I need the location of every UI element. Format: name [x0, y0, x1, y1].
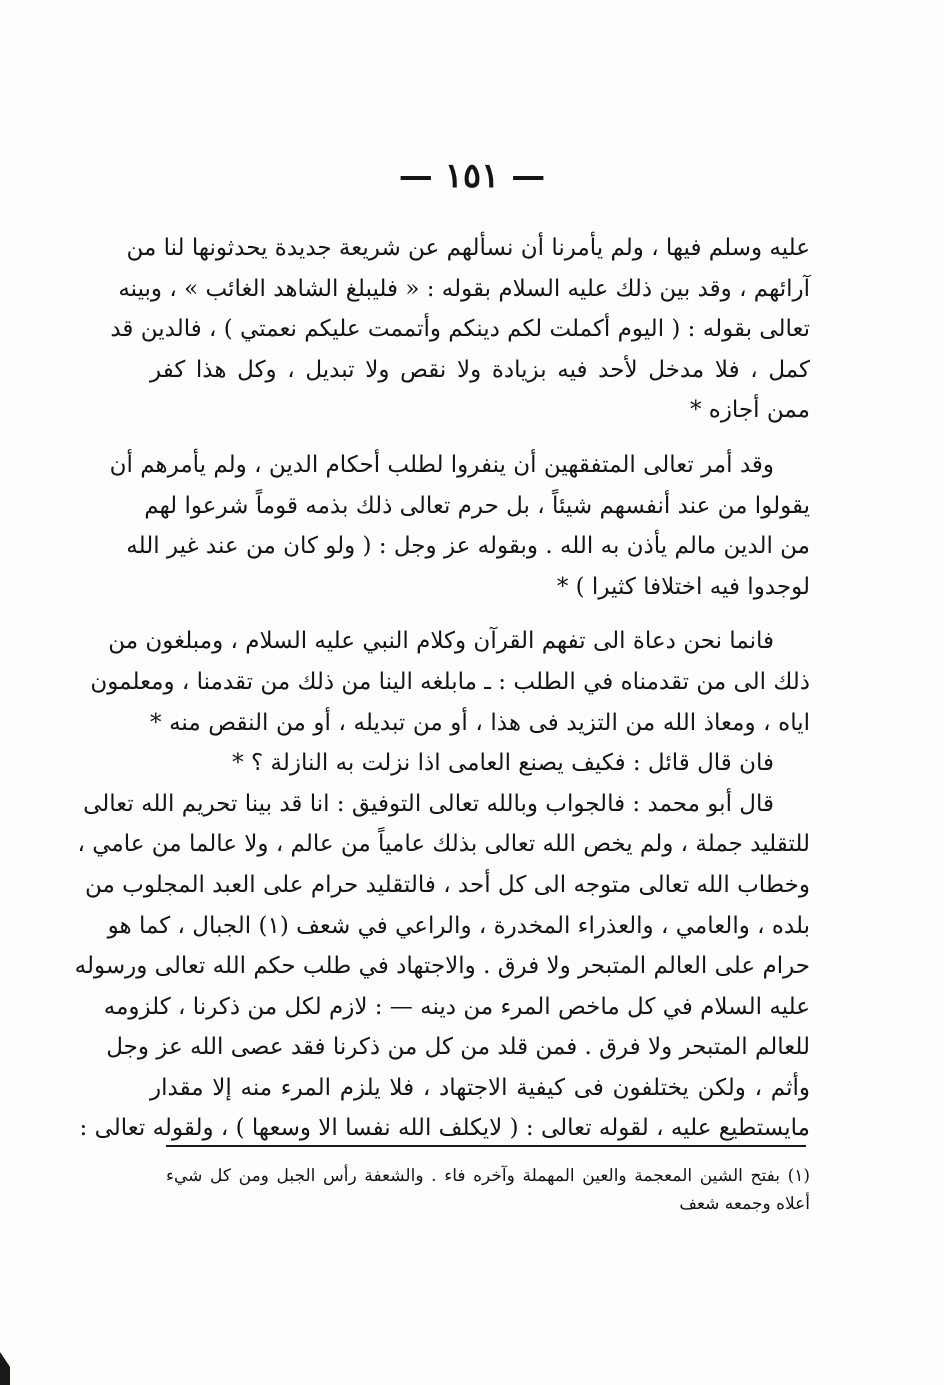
text-line: ممن أجازه *	[689, 397, 810, 424]
footnote-line: أعلاه وجمعه شعف	[679, 1194, 810, 1214]
text-line: فانما نحن دعاة الى تفهم القرآن وكلام النبي عليه السلام ، ومبلغون من	[108, 628, 774, 655]
scan-edge-mark	[0, 1352, 10, 1385]
footnote-divider	[166, 1145, 806, 1147]
text-line: للعالم المتبحر ولا فرق . فمن قلد من كل من ذكرنا فقد عصى الله عز وجل	[106, 1034, 810, 1061]
text-line: يقولوا من عند أنفسهم شيئاً ، بل حرم تعالى ذلك بذمه قوماً شرعوا لهم	[144, 492, 810, 519]
text-line: مايستطيع عليه ، لقوله تعالى : ( لايكلف الله نفسا الا وسعها ) ، ولقوله تعالى :	[79, 1115, 810, 1142]
text-line: ذلك الى من تقدمناه في الطلب : ـ مابلغه الينا من ذلك من تقدمنا ، ومعلمون	[90, 668, 810, 695]
text-line: فان قال قائل : فكيف يصنع العامى اذا نزلت به النازلة ؟ *	[232, 750, 774, 777]
text-line: وخطاب الله تعالى متوجه الى كل أحد ، فالتقليد حرام على العبد المجلوب من	[85, 871, 810, 898]
text-line: آرائهم ، وقد بين ذلك عليه السلام بقوله : « فليبلغ الشاهد الغائب » ، وبينه	[118, 275, 810, 302]
footnote-line: (١) بفتح الشين المعجمة والعين المهملة وآخره فاء . والشعفة رأس الجبل ومن كل شيء	[166, 1166, 810, 1186]
text-line: من الدين مالم يأذن به الله . وبقوله عز وجل : ( ولو كان من عند غير الله	[126, 533, 810, 560]
text-line: للتقليد جملة ، ولم يخص الله تعالى بذلك عامياً من عالم ، ولا عالما من عامي ،	[77, 831, 810, 858]
page-number: — ١٥١ —	[398, 156, 546, 196]
text-line: تعالى بقوله : ( اليوم أكملت لكم دينكم وأتممت عليكم نعمتي ) ، فالدين قد	[110, 316, 810, 343]
text-line: عليه وسلم فيها ، ولم يأمرنا أن نسألهم عن شريعة جديدة يحدثونها لنا من	[126, 235, 810, 261]
body-text	[74, 228, 810, 1149]
text-line: حرام على العالم المتبحر ولا فرق . والاجتهاد في طلب حكم الله تعالى ورسوله	[74, 953, 810, 980]
text-line: لوجدوا فيه اختلافا كثيرا ) *	[556, 573, 810, 600]
text-line: وقد أمر تعالى المتفقهين أن ينفروا لطلب أحكام الدين ، ولم يأمرهم أن	[109, 451, 774, 478]
text-line: كمل ، فلا مدخل لأحد فيه بزيادة ولا نقص ولا تبديل ، وكل هذا كفر	[150, 356, 810, 383]
text-line: بلده ، والعامي ، والعذراء المخدرة ، والراعي في شعف (١) الجبال ، كما هو	[107, 912, 810, 939]
text-line: عليه السلام في كل ماخص المرء من دينه — : لازم لكل من ذكرنا ، كلزومه	[103, 993, 810, 1020]
text-line: قال أبو محمد : فالجواب وبالله تعالى التوفيق : انا قد بينا تحريم الله تعالى	[83, 790, 774, 817]
text-line: اياه ، ومعاذ الله من التزيد فى هذا ، أو من تبديله ، أو من النقص منه *	[150, 709, 810, 736]
footnote	[166, 1162, 810, 1218]
text-line: وأثم ، ولكن يختلفون فى كيفية الاجتهاد ، فلا يلزم المرء منه إلا مقدار	[150, 1074, 810, 1101]
